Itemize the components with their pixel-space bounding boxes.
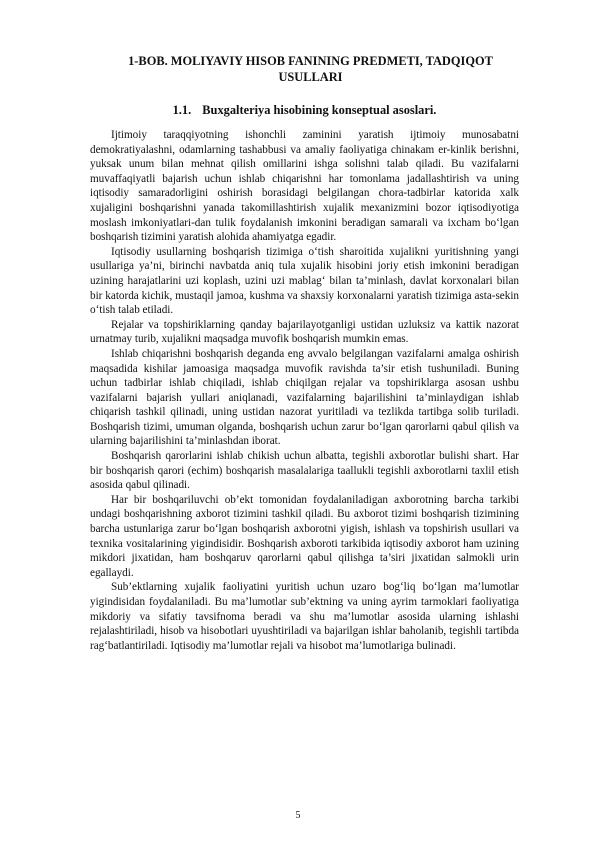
paragraph: Iqtisodiy usullarning boshqarish tizimiga o‘tish sharoitida xujalikni yuritishning yangi usullariga ya’ni, birinchi navbatda aniq tula xujalik hisobini joriy etish imkonini beradigan uzining harajatlarini uzi koplash, uzini uzi mablag‘ bilan ta’minlash, davlat korxonalari bilan bir katorda kichik, mustaqil jamoa, kushma va shaxsiy korxonalarni yaratish tizimiga asta-sekin o‘tish talab etiladi. [90,245,519,317]
paragraph: Boshqarish qarorlarini ishlab chikish uchun albatta, tegishli axborotlar bulishi shart. Har bir boshqarish qarori (echim) boshqarish masalalariga taallukli tegishli axborotlarni taxlil etish asosida qabul qilinadi. [90,450,519,492]
section-heading [90,103,519,118]
paragraph: Ijtimoiy taraqqiyotning ishonchli zaminini yaratish ijtimoiy munosabatni demokratiyalashni, odamlarning tashabbusi va amaliy faoliyatiga chinakam er-kinlik berishni, yuksak unum bilan mehnat qilish omillarini ishga solishni talab qiladi. Bu vazifalarni muvaffaqiyatli bajarish uchun ishlab chiqarishni har tomonlama jadallashtirish va uning iqtisodiy samaradorligini oshirish borasidagi belgilangan chora-tadbirlar katorida xalk xujaligini boshqarishni yanada takomillashtirish xujalik mexanizmini bozor iqtisodiyotiga moslash imkoniyatlari-dan tulik foydalanish imkonini beradigan samarali va ixcham bo‘lgan boshqarish tizimini yaratish alohida ahamiyatga egadir. [90,129,519,244]
paragraph: Sub’ektlarning xujalik faoliyatini yuritish uchun uzaro bog‘liq bo‘lgan ma’lumotlar yigindisidan foydalaniladi. Bu ma’lumotlar sub’ektning va uning ayrim tarmoklari faoliyatiga mikdoriy va sifatiy tavsifnoma beradi va shu ma’lumotlar asosida ularning ishlashi rejalashtiriladi, hisob va hisobotlari uyushtiriladi va bajarilgan ishlar baholanib, tegishli tartibda rag‘batlantiriladi. Iqtisodiy ma’lumotlar rejali va hisobot ma’lumotlariga bulinadi. [90,581,519,652]
paragraph: Ishlab chiqarishni boshqarish deganda eng avvalo belgilangan vazifalarni amalga oshirish maqsadida kishilar jamoasiga maqsadga muvofik ravishda ta’sir etish tushuniladi. Buning uchun tadbirlar ishlab chiqiladi, ishlab chiqilgan rejalar va topshiriklarga asosan ushbu vazifalarni bajarish yullari aniqlanadi, vazifalarning bajarilishini ta’minlaydigan ishlab chiqarish tashkil qilinadi, uning ustidan nazorat yuritiladi va tezlikda tartibga solib turiladi. Boshqarish tizimi, umuman olganda, boshqarish uchun zarur bo‘lgan qarorlarni qabul qilish va ularning bajarilishini ta’minlashdan iborat. [90,347,519,448]
chapter-title: 1-BOB. MOLIYAVIY HISOB FANINING PREDMETI, TADQIQOT USULLARI [128,54,493,84]
paragraph: Rejalar va topshiriklarning qanday bajarilayotganligi ustidan uzluksiz va kattik nazorat urnatmay turib, xujalikni maqsadga muvofik boshqarish mumkin emas. [90,318,519,346]
section-title: Buxgalteriya hisobining konseptual asoslari. [202,103,437,117]
document-body [90,128,519,653]
page-number: 5 [295,810,301,821]
section-number: 1.1. [172,103,192,117]
paragraph: Har bir boshqariluvchi ob’ekt tomonidan foydalaniladigan axborotning barcha tarkibi undagi boshqarishning axborot tizimini tashkil qiladi. Bu axborot tizimi boshqarish tizimining barcha ustunlariga zarur bo‘lgan boshqarish axborotni yigish, ishlash va topshirish usullari va texnika vositalarining yigindisidir. Boshqarish axboroti tarkibida iqtisodiy axborot ham uzining mikdori jixatidan, ham boshqaruv qarorlarni qabul qilishga ta’siri jixatidan salmokli urin egallaydi. [90,493,519,579]
